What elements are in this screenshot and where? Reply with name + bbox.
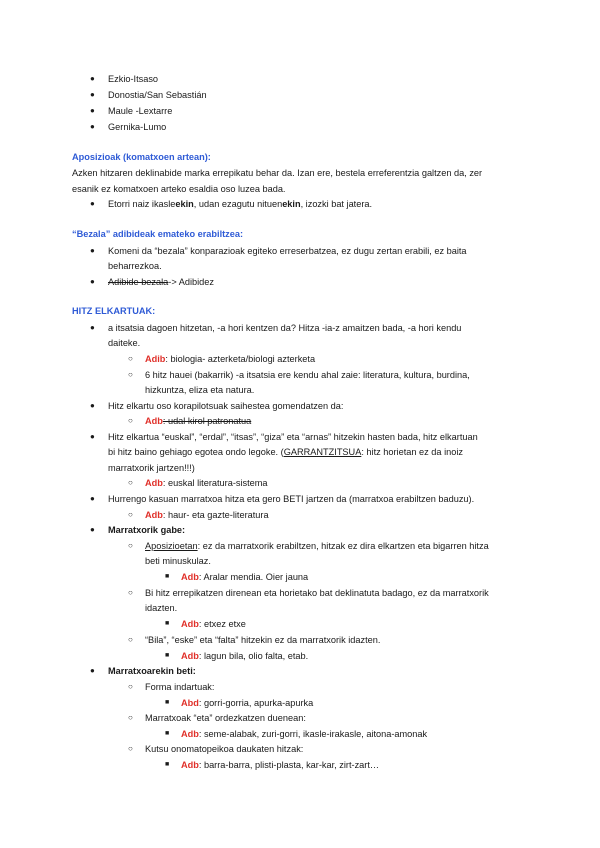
square-bullet-icon: ■ bbox=[165, 573, 170, 580]
circle-bullet-icon: ○ bbox=[128, 354, 133, 363]
circle-bullet-icon: ○ bbox=[128, 588, 133, 597]
list-item: Donostia/San Sebastián bbox=[108, 90, 207, 100]
bullet-icon: ● bbox=[90, 432, 95, 441]
sub-list-item-continuation: idazten. bbox=[145, 603, 178, 613]
sub-sub-list-item: Adb: barra-barra, plisti-plasta, kar-kar, zirt-zart… bbox=[181, 760, 380, 770]
circle-bullet-icon: ○ bbox=[128, 370, 133, 379]
sub-sub-list-item: Abd: gorri-gorria, apurka-apurka bbox=[181, 698, 314, 708]
sub-list-item: Aposizioetan: ez da marratxorik erabiltzen, hitzak ez dira elkartzen eta bigarren hitza bbox=[145, 541, 489, 551]
list-item: Ezkio-Itsaso bbox=[108, 74, 159, 84]
sub-list-item: Adb: euskal literatura-sistema bbox=[145, 478, 268, 488]
circle-bullet-icon: ○ bbox=[128, 682, 133, 691]
circle-bullet-icon: ○ bbox=[128, 478, 133, 487]
sub-sub-list-item: Adb: etxez etxe bbox=[181, 619, 246, 629]
list-item-continuation: marratxorik jartzen!!!) bbox=[108, 463, 195, 473]
sub-list-item: 6 hitz hauei (bakarrik) -a itsatsia ere kendu ahal zaie: literatura, kultura, burdina, bbox=[145, 370, 470, 380]
list-item: Hitz elkartua “euskal”, “erdal”, “itsas”, “giza” eta “arnas” hitzekin hasten bada, hitz elkartuan bbox=[108, 432, 478, 442]
bullet-icon: ● bbox=[90, 277, 95, 286]
section-heading-aposizioak: Aposizioak (komatxoen artean): bbox=[72, 152, 211, 162]
circle-bullet-icon: ○ bbox=[128, 510, 133, 519]
bullet-icon: ● bbox=[90, 246, 95, 255]
sub-sub-list-item: Adb: Aralar mendia. Oier jauna bbox=[181, 572, 309, 582]
bullet-icon: ● bbox=[90, 401, 95, 410]
list-item: Etorri naiz ikasleekin, udan ezagutu nituenekin, izozki bat jatera. bbox=[108, 199, 373, 209]
sub-list-item: Marratxoak “eta” ordezkatzen duenean: bbox=[145, 713, 306, 723]
list-item: Adibide bezala-> Adibidez bbox=[108, 277, 214, 287]
bullet-icon: ● bbox=[90, 199, 95, 208]
paragraph-line: esanik ez komatxoen arteko esaldia oso luzea bada. bbox=[72, 184, 286, 194]
sub-list-item: Bi hitz errepikatzen direnean eta horietako bat deklinatuta badago, ez da marratxorik bbox=[145, 588, 489, 598]
section-heading-hitz-elkartuak: HITZ ELKARTUAK: bbox=[72, 306, 156, 316]
sub-list-item-continuation: hizkuntza, eliza eta natura. bbox=[145, 385, 255, 395]
circle-bullet-icon: ○ bbox=[128, 541, 133, 550]
list-item: a itsatsia dagoen hitzetan, -a hori kentzen da? Hitza -ia-z amaitzen bada, -a hori kendu bbox=[108, 323, 462, 333]
circle-bullet-icon: ○ bbox=[128, 635, 133, 644]
list-item: Gernika-Lumo bbox=[108, 122, 167, 132]
circle-bullet-icon: ○ bbox=[128, 713, 133, 722]
section-heading-bezala: “Bezala” adibideak emateko erabiltzea: bbox=[72, 229, 244, 239]
square-bullet-icon: ■ bbox=[165, 652, 170, 659]
sub-list-item: Forma indartuak: bbox=[145, 682, 215, 692]
bullet-icon: ● bbox=[90, 106, 95, 115]
list-item-continuation: bi hitz baino gehiago egotea ondo legoke. (GARRANTZITSUA: hitz horietan ez da inoiz bbox=[108, 447, 463, 457]
list-item-continuation: daiteke. bbox=[108, 338, 141, 348]
list-item: Hurrengo kasuan marratxoa hitza eta gero BETI jartzen da (marratxoa erabiltzen baduzu). bbox=[108, 494, 475, 504]
list-item: Marratxorik gabe: bbox=[108, 525, 186, 535]
sub-list-item-continuation: beti minuskulaz. bbox=[145, 556, 211, 566]
bullet-icon: ● bbox=[90, 323, 95, 332]
bullet-icon: ● bbox=[90, 90, 95, 99]
square-bullet-icon: ■ bbox=[165, 730, 170, 737]
bullet-icon: ● bbox=[90, 525, 95, 534]
sub-list-item: Adib: biologia- azterketa/biologi azterketa bbox=[145, 354, 316, 364]
list-item: Komeni da “bezala” konparazioak egiteko erreserbatzea, ez dugu zertan erabili, ez baita bbox=[108, 246, 467, 256]
bullet-icon: ● bbox=[90, 122, 95, 131]
sub-list-item: Adb: haur- eta gazte-literatura bbox=[145, 510, 269, 520]
paragraph-line: Azken hitzaren deklinabide marka errepikatu behar da. Izan ere, bestela erreferentzia galtzen da, zer bbox=[72, 168, 483, 178]
sub-list-item: “Bila”, “eske” eta “falta” hitzekin ez da marratxorik idazten. bbox=[145, 635, 381, 645]
sub-list-item: Adb: udal kirol patronatua bbox=[145, 416, 252, 426]
sub-sub-list-item: Adb: lagun bila, olio falta, etab. bbox=[181, 651, 309, 661]
bullet-icon: ● bbox=[90, 666, 95, 675]
circle-bullet-icon: ○ bbox=[128, 416, 133, 425]
list-item: Hitz elkartu oso korapilotsuak saihestea gomendatzen da: bbox=[108, 401, 344, 411]
list-item: Marratxoarekin beti: bbox=[108, 666, 196, 676]
list-item-continuation: beharrezkoa. bbox=[108, 261, 162, 271]
square-bullet-icon: ■ bbox=[165, 620, 170, 627]
square-bullet-icon: ■ bbox=[165, 761, 170, 768]
square-bullet-icon: ■ bbox=[165, 699, 170, 706]
list-item: Maule -Lextarre bbox=[108, 106, 173, 116]
sub-sub-list-item: Adb: seme-alabak, zuri-gorri, ikasle-irakasle, aitona-amonak bbox=[181, 729, 428, 739]
bullet-icon: ● bbox=[90, 74, 95, 83]
bullet-icon: ● bbox=[90, 494, 95, 503]
sub-list-item: Kutsu onomatopeikoa daukaten hitzak: bbox=[145, 744, 304, 754]
circle-bullet-icon: ○ bbox=[128, 744, 133, 753]
